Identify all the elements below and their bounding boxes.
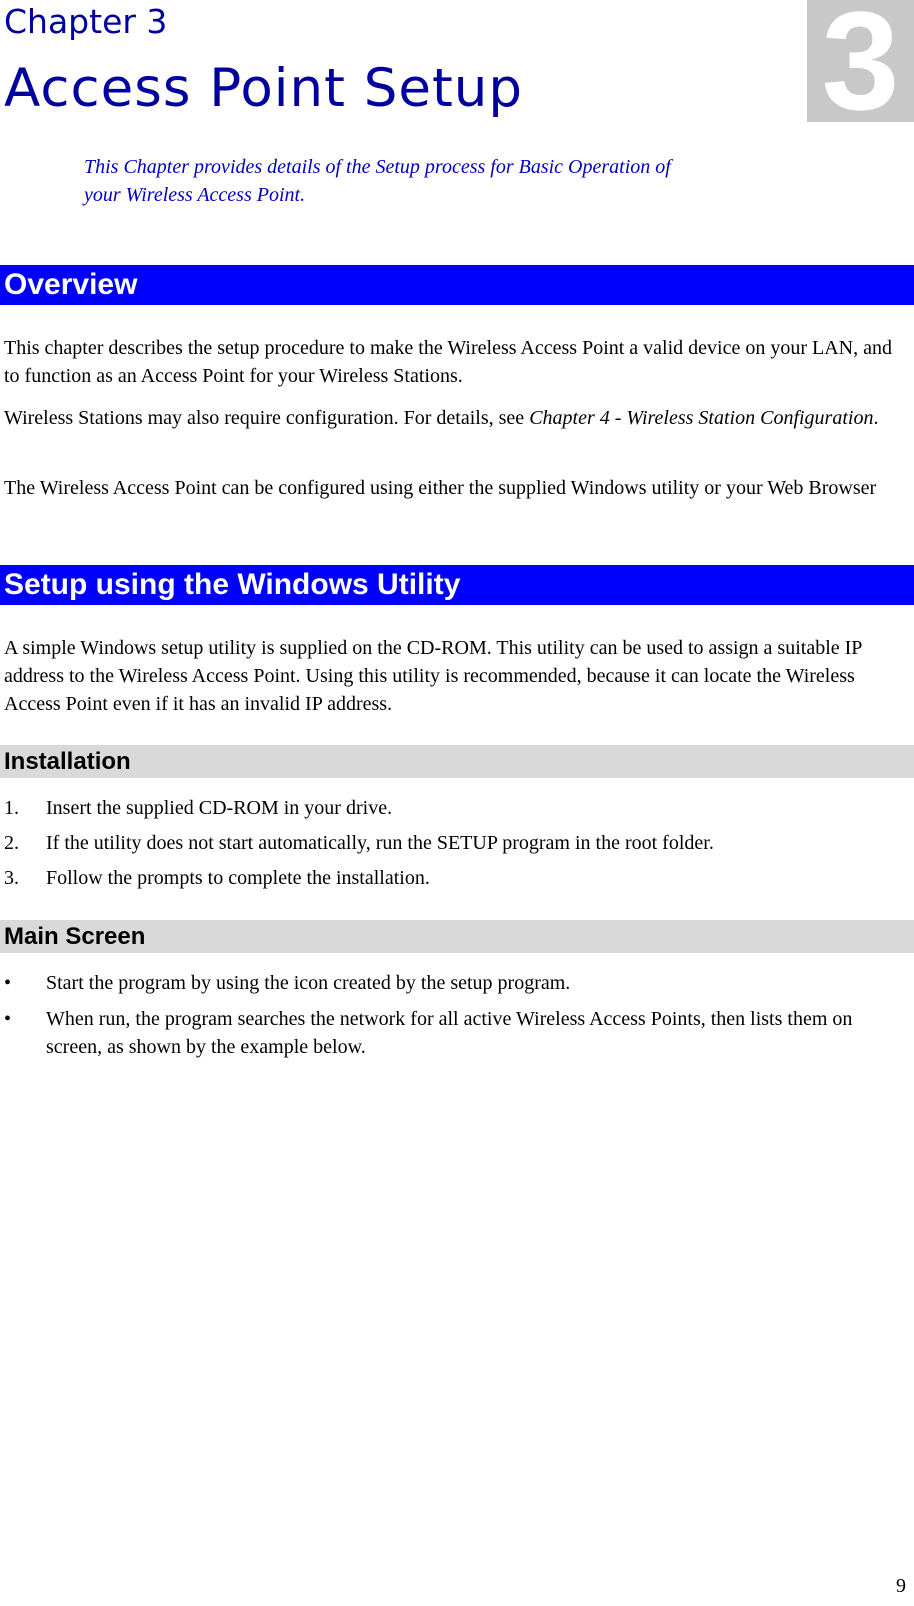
chapter-title: Access Point Setup xyxy=(4,58,523,119)
overview-paragraph-2-end: . xyxy=(873,407,879,429)
bullet-marker: • xyxy=(4,972,12,994)
section-heading-windows-utility: Setup using the Windows Utility xyxy=(0,565,914,605)
chapter-intro-line-2: your Wireless Access Point. xyxy=(84,184,306,206)
chapter-label: Chapter 3 xyxy=(4,2,168,41)
bullet-marker: • xyxy=(4,1008,12,1030)
windows-utility-paragraph: A simple Windows setup utility is supplied on the CD-ROM. This utility can be used to assign a suitable IP address to the Wireless Access Point. Using this utility is recommended, because it can locate the Wireless Access Point even if it has an invalid IP address. xyxy=(4,637,862,715)
bullet-text: Start the program by using the icon created by the setup program. xyxy=(46,972,571,994)
overview-paragraph-1: This chapter describes the setup procedure to make the Wireless Access Point a valid device on your LAN, and to function as an Access Point for your Wireless Stations. xyxy=(4,337,892,387)
section-heading-overview: Overview xyxy=(0,265,914,305)
step-text: Follow the prompts to complete the installation. xyxy=(46,867,430,889)
overview-paragraph-2 xyxy=(4,404,909,432)
subsection-heading-installation: Installation xyxy=(0,745,914,778)
step-number: 3. xyxy=(4,867,19,889)
chapter-intro xyxy=(84,153,804,209)
chapter-number-box: 3 xyxy=(807,0,914,122)
overview-paragraph-3: The Wireless Access Point can be configured using either the supplied Windows utility or your Web Browser xyxy=(4,477,877,499)
page-number: 9 xyxy=(896,1575,906,1597)
bullet-text: When run, the program searches the network for all active Wireless Access Points, then lists them on screen, as shown by the example below. xyxy=(46,1008,853,1058)
subsection-heading-main-screen: Main Screen xyxy=(0,920,914,953)
step-number: 2. xyxy=(4,832,19,854)
overview-paragraph-2-text: Wireless Stations may also require configuration. For details, see xyxy=(4,407,530,429)
chapter-4-reference: Chapter 4 - Wireless Station Configuration xyxy=(529,407,874,429)
chapter-intro-line-1: This Chapter provides details of the Setup process for Basic Operation of xyxy=(84,156,671,178)
step-text: Insert the supplied CD-ROM in your drive. xyxy=(46,797,393,819)
step-number: 1. xyxy=(4,797,19,819)
step-text: If the utility does not start automatically, run the SETUP program in the root folder. xyxy=(46,832,714,854)
